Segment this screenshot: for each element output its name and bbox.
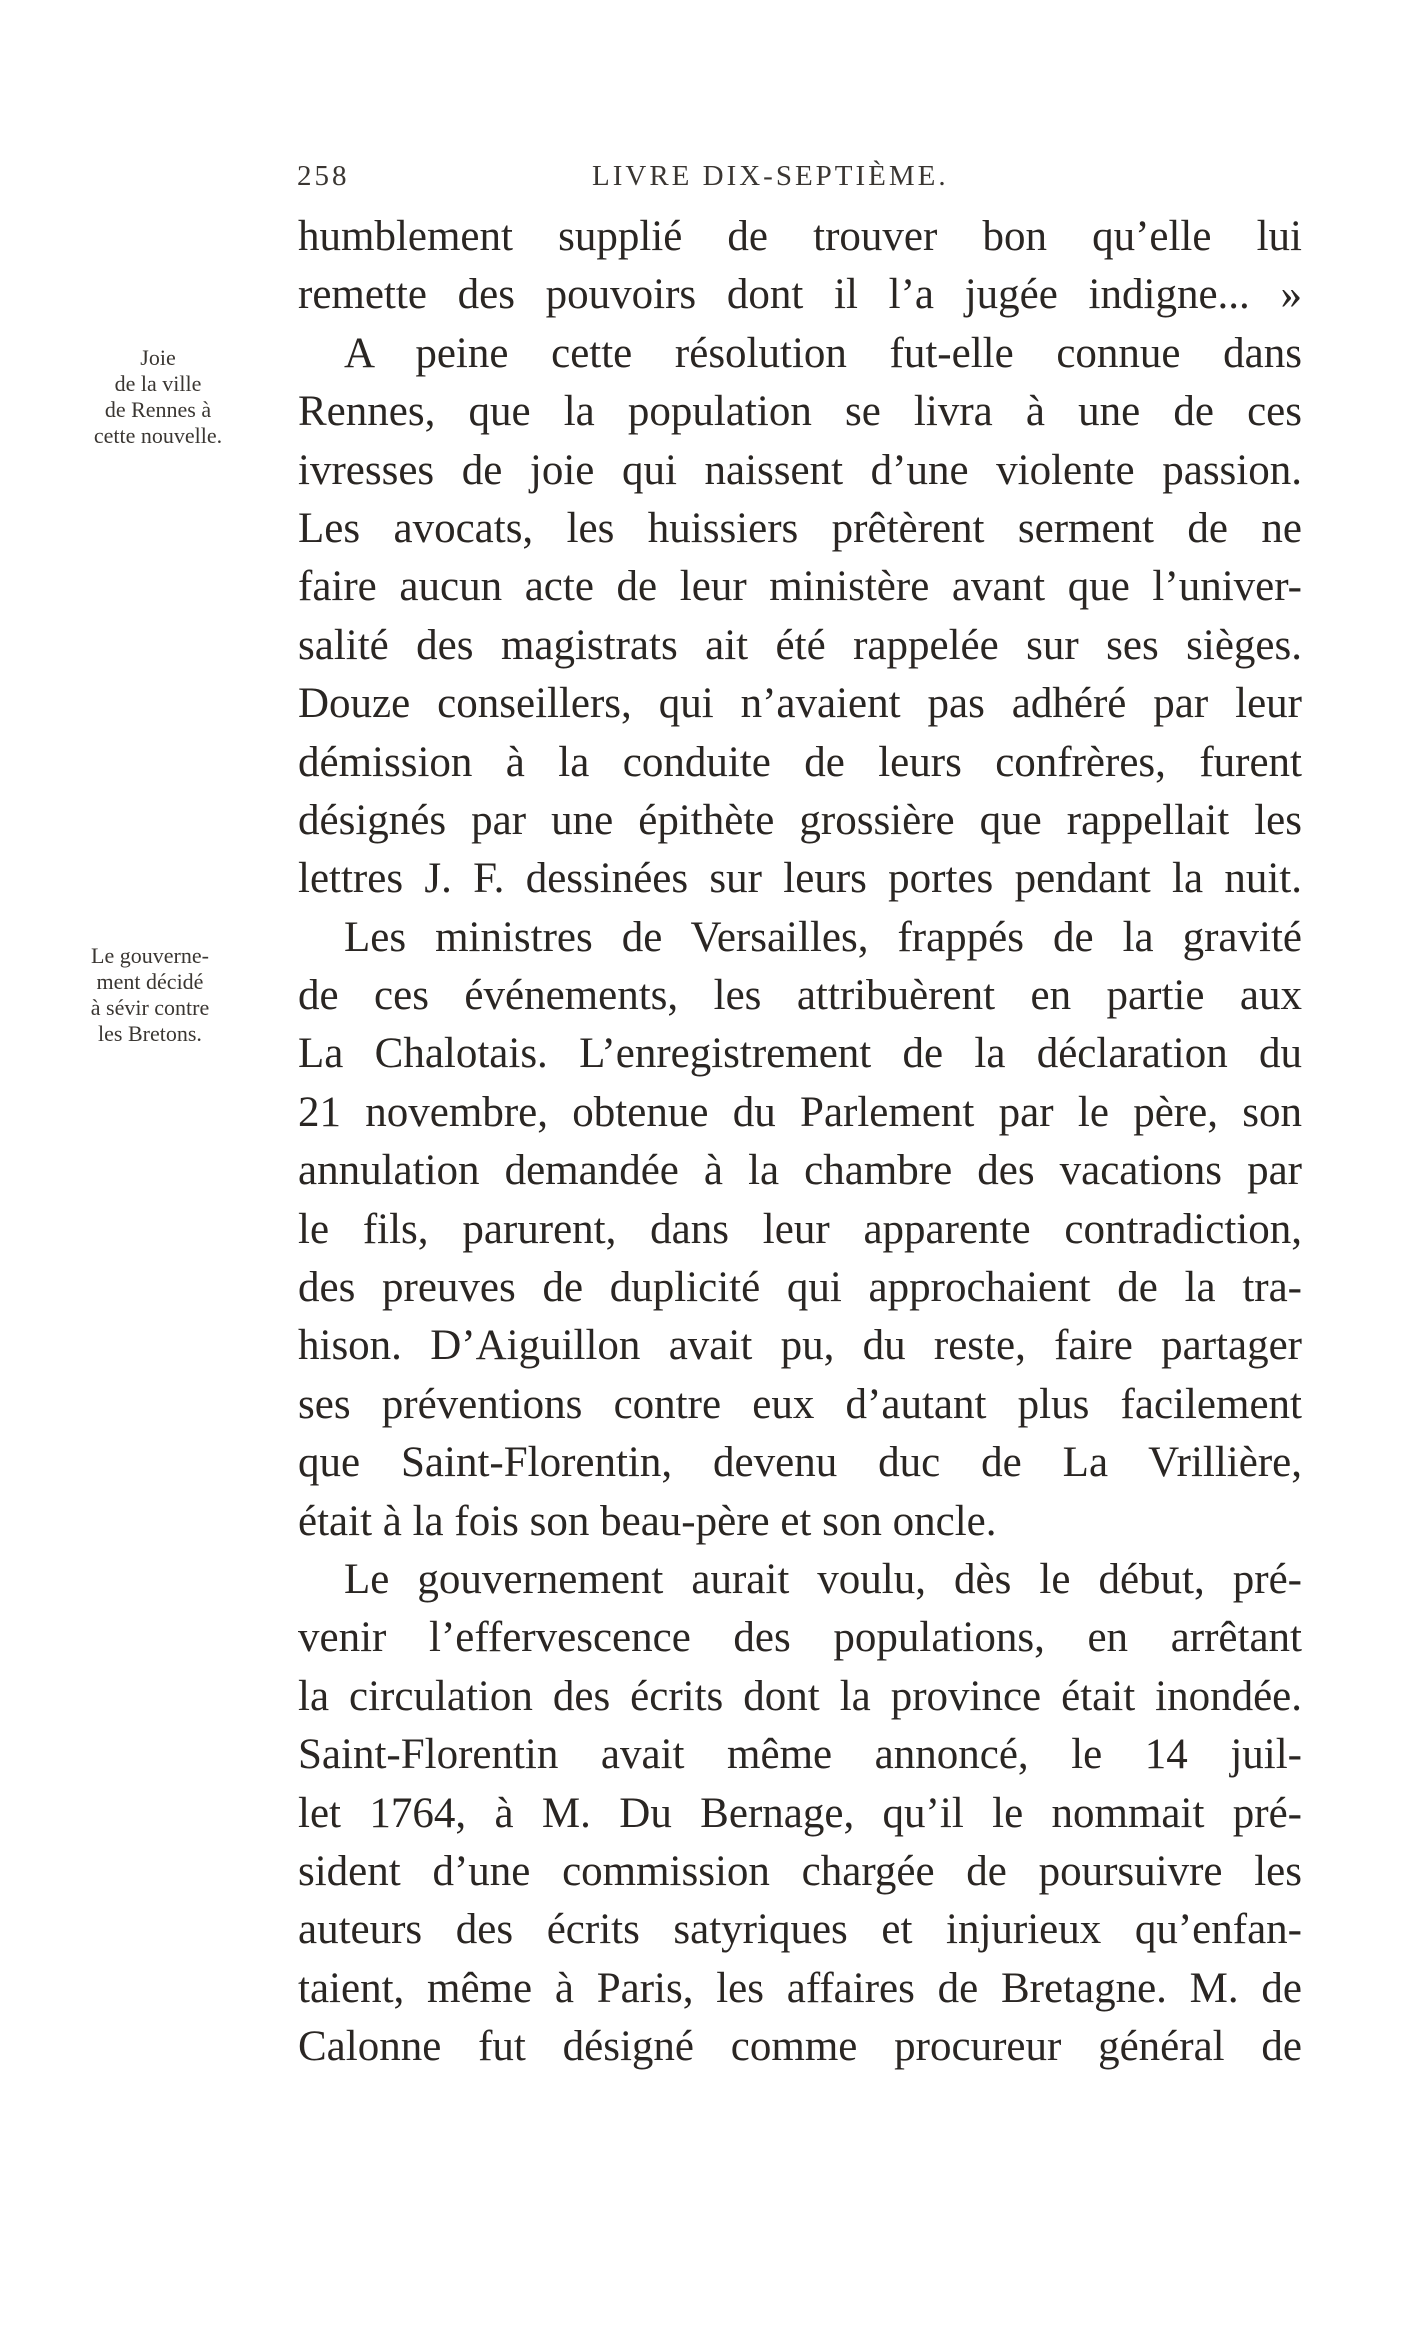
margin-note-line: Le gouverne-: [91, 943, 209, 968]
text-line: salité des magistrats ait été rappelée sur ses sièges.: [298, 621, 1302, 669]
text-line: sident d’une commission chargée de poursuivre les: [298, 1847, 1302, 1895]
margin-note-line: les Bretons.: [98, 1021, 202, 1046]
margin-note-line: à sévir contre: [90, 995, 210, 1020]
text-line: Calonne fut désigné comme procureur général de: [298, 2023, 1302, 2071]
text-line: let 1764, à M. Du Bernage, qu’il le nommait pré-: [298, 1789, 1302, 1837]
text-line: Douze conseillers, qui n’avaient pas adhéré par leur: [298, 680, 1302, 728]
running-head: [297, 160, 1305, 200]
margin-note-line: Joie: [140, 345, 176, 370]
text-line: faire aucun acte de leur ministère avant que l’univer-: [298, 563, 1302, 611]
paragraph-start-line: Les ministres de Versailles, frappés de la gravité: [344, 913, 1302, 961]
text-line: hison. D’Aiguillon avait pu, du reste, faire partager: [298, 1322, 1302, 1370]
text-line: taient, même à Paris, les affaires de Bretagne. M. de: [298, 1964, 1302, 2012]
margin-note-line: de Rennes à: [104, 397, 212, 422]
text-line: le fils, parurent, dans leur apparente contradiction,: [298, 1205, 1302, 1253]
text-line: de ces événements, les attribuèrent en partie aux: [298, 972, 1302, 1020]
margin-note-line: de la ville: [114, 371, 202, 396]
text-line: ivresses de joie qui naissent d’une violente passion.: [298, 446, 1302, 494]
text-line: que Saint-Florentin, devenu duc de La Vrillière,: [298, 1439, 1302, 1487]
text-line: Rennes, que la population se livra à une de ces: [298, 388, 1302, 436]
text-line: Saint-Florentin avait même annoncé, le 14 juil-: [298, 1731, 1302, 1779]
text-line: La Chalotais. L’enregistrement de la déclaration du: [298, 1030, 1302, 1078]
text-line: auteurs des écrits satyriques et injurieux qu’enfan-: [298, 1906, 1302, 1954]
margin-note-joy-in-rennes: [48, 345, 268, 449]
body-text: [298, 208, 1302, 2077]
paragraph-start-line: A peine cette résolution fut-elle connue dans: [344, 329, 1302, 377]
running-title: LIVRE DIX-SEPTIÈME.: [592, 160, 949, 192]
margin-note-line: cette nouvelle.: [93, 423, 223, 448]
text-line: humblement supplié de trouver bon qu’elle lui: [298, 213, 1302, 260]
margin-note-line: ment décidé: [96, 969, 204, 994]
text-line: remette des pouvoirs dont il l’a jugée indigne... »: [298, 271, 1302, 319]
text-line: annulation demandée à la chambre des vacations par: [298, 1147, 1302, 1195]
text-line: venir l’effervescence des populations, en arrêtant: [298, 1614, 1302, 1662]
text-line: 21 novembre, obtenue du Parlement par le père, son: [298, 1088, 1302, 1136]
text-line: la circulation des écrits dont la province était inondée.: [298, 1672, 1302, 1720]
text-line: des preuves de duplicité qui approchaient de la tra-: [298, 1264, 1302, 1312]
text-line: lettres J. F. dessinées sur leurs portes pendant la nuit.: [298, 855, 1302, 903]
text-line: ses préventions contre eux d’autant plus facilement: [298, 1380, 1302, 1428]
margin-note-government-decides: [40, 943, 260, 1047]
paragraph-start-line: Le gouvernement aurait voulu, dès le début, pré-: [344, 1555, 1302, 1603]
text-line: Les avocats, les huissiers prêtèrent serment de ne: [298, 504, 1302, 552]
paragraph-end-line: était à la fois son beau-père et son oncle.: [298, 1497, 997, 1545]
text-line: démission à la conduite de leurs confrères, furent: [298, 738, 1302, 786]
page-number: 258: [297, 160, 350, 192]
text-line: désignés par une épithète grossière que rappellait les: [298, 796, 1302, 844]
